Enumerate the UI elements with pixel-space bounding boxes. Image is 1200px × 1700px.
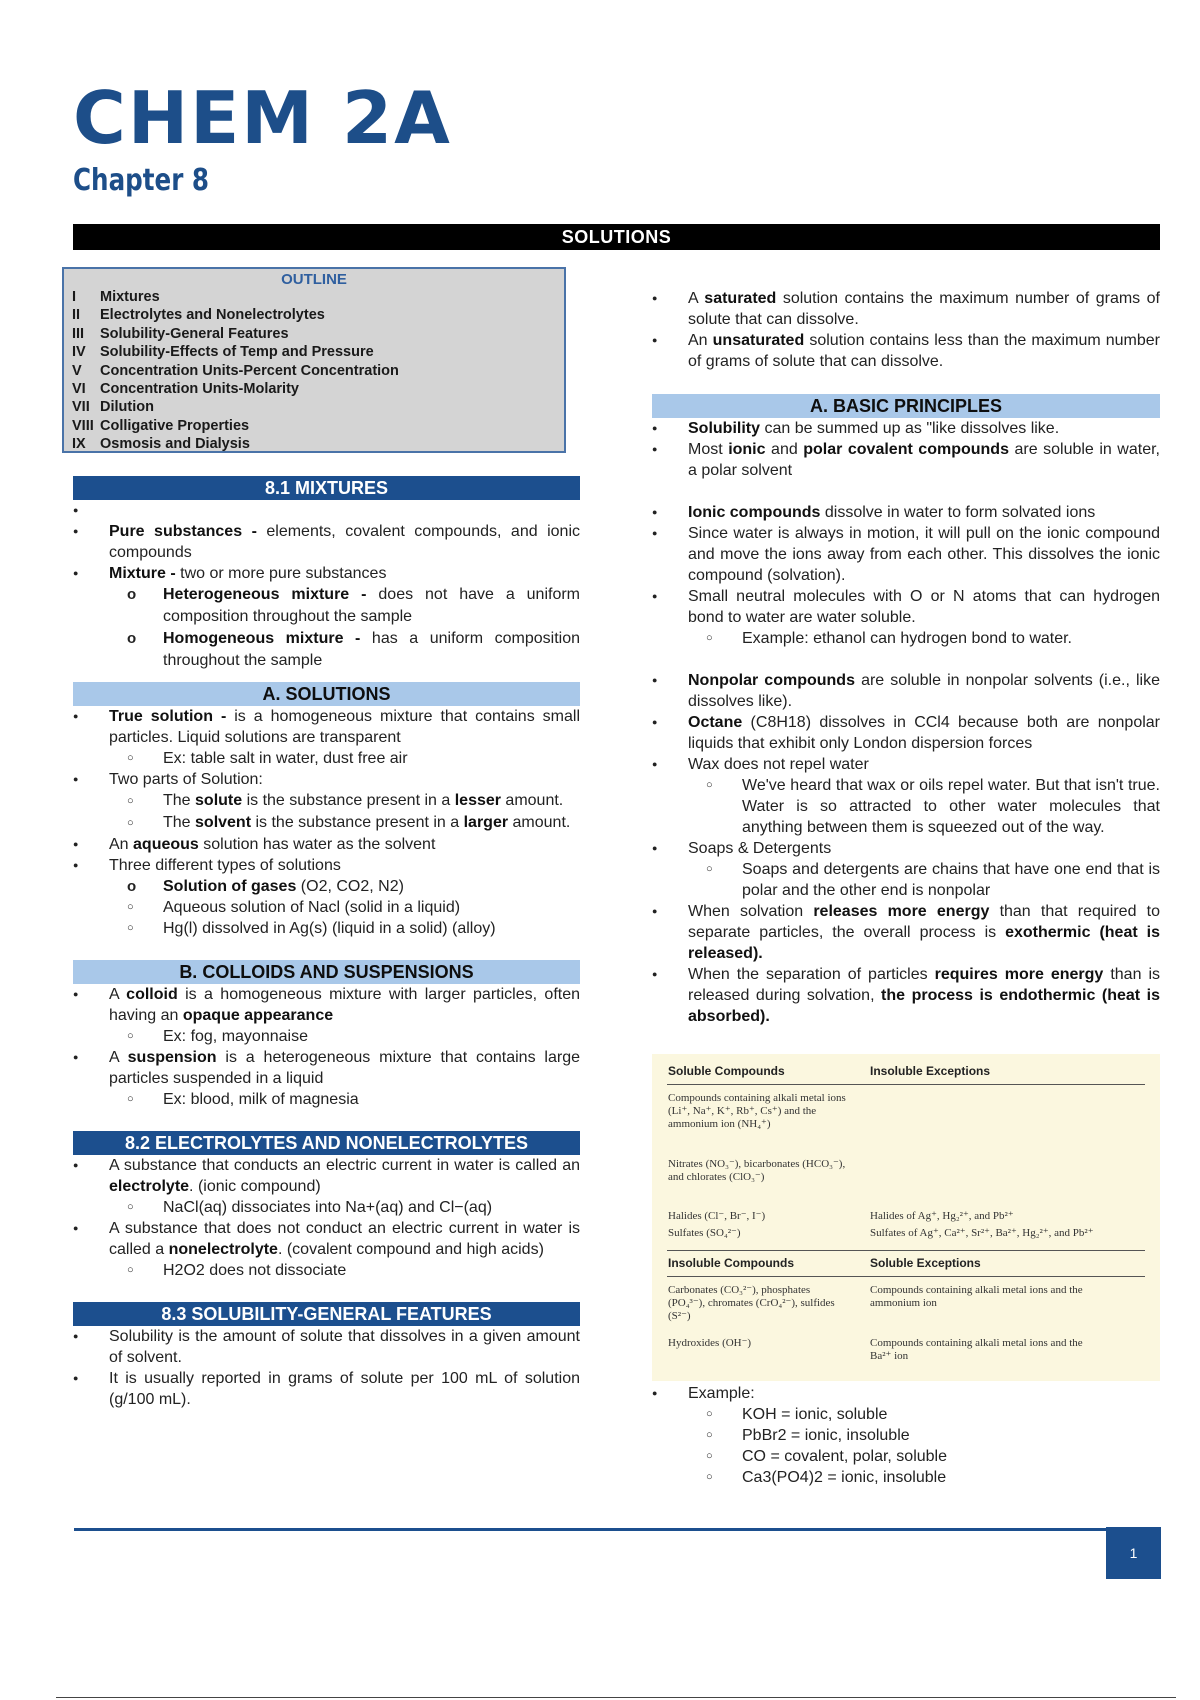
document-title: CHEM 2A (73, 76, 452, 160)
table-cell: Compounds containing alkali metal ions and the ammonium ion (870, 1284, 1083, 1309)
solubility-rules-table (652, 1054, 1160, 1381)
section-8-2-header: 8.2 ELECTROLYTES AND NONELECTROLYTES (73, 1131, 580, 1155)
solutions-banner: SOLUTIONS (73, 224, 1160, 250)
table-rule (667, 1276, 1145, 1277)
outline-item (64, 362, 564, 380)
outline-item-label: Electrolytes and Nonelectrolytes (100, 307, 325, 324)
list-item: ● Pure substances - elements, covalent compounds, and ionic compounds (73, 521, 580, 563)
outline-item-label: Colligative Properties (100, 417, 250, 434)
list-item: ● Wax does not repel water (652, 754, 1160, 775)
table-cell: Halides of Ag⁺, Hg₂²⁺, and Pb²⁺ (870, 1210, 1014, 1222)
list-item: ● Mixture - two or more pure substances (73, 563, 580, 584)
list-item: ○ The solvent is the substance present in a larger amount. (73, 812, 580, 834)
list-item: ● A suspension is a heterogeneous mixture that contains large particles suspended in a liquid (73, 1047, 580, 1089)
list-item: ○ Aqueous solution of Nacl (solid in a liquid) (73, 897, 580, 918)
right-column (652, 288, 1160, 1027)
list-item: ● A substance that does not conduct an electric current in water is called a nonelectrolyte. (covalent compound and high acids) (73, 1218, 580, 1260)
table-cell: Compounds containing alkali metal ions (Li⁺, Na⁺, K⁺, Rb⁺, Cs⁺) and the ammonium ion (NH₄⁺) (668, 1092, 846, 1130)
list-item: ○ Ex: table salt in water, dust free air (73, 748, 580, 769)
list-item: o Solution of gases (O2, CO2, N2) (73, 876, 580, 897)
outline-item-label: Solubility-Effects of Temp and Pressure (100, 344, 374, 361)
table-header: Insoluble Exceptions (870, 1064, 991, 1078)
outline-item-label: Concentration Units-Percent Concentration (100, 362, 399, 379)
table-cell: Nitrates (NO₃⁻), bicarbonates (HCO₃⁻), and chlorates (ClO₃⁻) (668, 1158, 846, 1183)
list-item: ○ Soaps and detergents are chains that have one end that is polar and the other end is nonpolar (652, 859, 1160, 901)
list-item: ○ H2O2 does not dissociate (73, 1260, 580, 1281)
list-item: o Heterogeneous mixture - does not have a uniform composition throughout the sample (73, 584, 580, 628)
examples-list (652, 1383, 1160, 1488)
list-item: ○ PbBr2 = ionic, insoluble (652, 1425, 1160, 1446)
outline-item-label: Concentration Units-Molarity (100, 381, 299, 398)
table-cell: Hydroxides (OH⁻) (668, 1337, 752, 1349)
outline-item-number: VI (72, 381, 86, 398)
list-item (73, 500, 580, 521)
outline-item-number: VIII (72, 417, 94, 434)
list-item: ● Most ionic and polar covalent compounds are soluble in water, a polar solvent (652, 439, 1160, 481)
list-item: ○ CO = covalent, polar, soluble (652, 1446, 1160, 1467)
outline-item-number: IX (72, 436, 86, 453)
outline-item-number: VII (72, 399, 90, 416)
section-b-colloids-header: B. COLLOIDS AND SUSPENSIONS (73, 960, 580, 984)
outline-item-number: V (72, 362, 82, 379)
list-item: ○ Example: ethanol can hydrogen bond to water. (652, 628, 1160, 649)
outline-item-label: Osmosis and Dialysis (100, 436, 250, 453)
list-item: ○ Ex: fog, mayonnaise (73, 1026, 580, 1047)
outline-item (64, 435, 564, 453)
table-header: Soluble Exceptions (870, 1256, 981, 1270)
list-item: ○ KOH = ionic, soluble (652, 1404, 1160, 1425)
outline-item-number: II (72, 307, 81, 324)
list-item: ● Solubility is the amount of solute that dissolves in a given amount of solvent. (73, 1326, 580, 1368)
list-item: ● Soaps & Detergents (652, 838, 1160, 859)
chapter-subtitle: Chapter 8 (73, 163, 210, 198)
list-item: ● Two parts of Solution: (73, 769, 580, 790)
outline-item (64, 398, 564, 416)
list-item: ○ We've heard that wax or oils repel water. But that isn't true. Water is so attracted to other water molecules that anything between them is squeezed out of the way. (652, 775, 1160, 838)
outline-item-number: I (72, 289, 77, 305)
section-a-solutions-header: A. SOLUTIONS (73, 682, 580, 706)
list-item: ● A saturated solution contains the maximum number of grams of solute that can dissolve. (652, 288, 1160, 330)
outline-item-label: Mixtures (100, 289, 160, 305)
section-8-3-header: 8.3 SOLUBILITY-GENERAL FEATURES (73, 1302, 580, 1326)
list-item: ○ NaCl(aq) dissociates into Na+(aq) and Cl−(aq) (73, 1197, 580, 1218)
table-cell: Compounds containing alkali metal ions and the Ba²⁺ ion (870, 1337, 1083, 1362)
list-item: ○ Hg(l) dissolved in Ag(s) (liquid in a solid) (alloy) (73, 918, 580, 939)
page-number: 1 (1106, 1527, 1161, 1579)
section-8-1-header: 8.1 MIXTURES (73, 476, 580, 500)
list-item: ● An unsaturated solution contains less than the maximum number of grams of solute that can dissolve. (652, 330, 1160, 372)
list-item: ● When solvation releases more energy than that required to separate particles, the overall process is exothermic (heat is released). (652, 901, 1160, 964)
list-item: ○ Ca3(PO4)2 = ionic, insoluble (652, 1467, 1160, 1488)
table-rule (667, 1250, 1145, 1251)
outline-heading: OUTLINE (281, 271, 347, 288)
outline-item (64, 288, 564, 306)
outline-item (64, 343, 564, 361)
list-item: ● Ionic compounds dissolve in water to form solvated ions (652, 502, 1160, 523)
outline-item (64, 380, 564, 398)
list-item: ● Example: (652, 1383, 1160, 1404)
outline-item (64, 306, 564, 324)
list-item: ● True solution - is a homogeneous mixture that contains small particles. Liquid solutions are transparent (73, 706, 580, 748)
list-item: ● A colloid is a homogeneous mixture with larger particles, often having an opaque appearance (73, 984, 580, 1026)
list-item: ● When the separation of particles requires more energy than is released during solvation, the process is endothermic (heat is absorbed). (652, 964, 1160, 1027)
left-column (73, 476, 580, 1410)
list-item: ● Three different types of solutions (73, 855, 580, 876)
list-item: ● Since water is always in motion, it will pull on the ionic compound and move the ions away from each other. This dissolves the ionic compound (solvation). (652, 523, 1160, 586)
footer-rule (74, 1528, 1161, 1531)
list-item: ● Small neutral molecules with O or N atoms that can hydrogen bond to water are water soluble. (652, 586, 1160, 628)
outline-item-label: Dilution (100, 399, 154, 416)
list-item: ○ Ex: blood, milk of magnesia (73, 1089, 580, 1110)
table-cell: Halides (Cl⁻, Br⁻, I⁻) (668, 1210, 766, 1222)
outline-box (62, 267, 566, 453)
outline-item (64, 417, 564, 435)
list-item: ● Solubility can be summed up as "like dissolves like. (652, 418, 1160, 439)
list-item: ○ The solute is the substance present in a lesser amount. (73, 790, 580, 812)
table-rule (667, 1084, 1145, 1085)
outline-item (64, 325, 564, 343)
list-item: o Homogeneous mixture - has a uniform composition throughout the sample (73, 628, 580, 672)
list-item: ● It is usually reported in grams of solute per 100 mL of solution (g/100 mL). (73, 1368, 580, 1410)
outline-item-number: III (72, 325, 85, 342)
table-cell: Sulfates (SO₄²⁻) (668, 1227, 741, 1239)
list-item: ● An aqueous solution has water as the solvent (73, 834, 580, 855)
table-cell: Carbonates (CO₃²⁻), phosphates (PO₄³⁻), chromates (CrO₄²⁻), sulfides (S²⁻) (668, 1284, 835, 1322)
list-item: ● Nonpolar compounds are soluble in nonpolar solvents (i.e., like dissolves like). (652, 670, 1160, 712)
table-header: Soluble Compounds (668, 1064, 785, 1078)
table-header: Insoluble Compounds (668, 1256, 794, 1270)
section-basic-principles-header: A. BASIC PRINCIPLES (652, 394, 1160, 418)
outline-item-label: Solubility-General Features (100, 325, 289, 342)
outline-item-number: IV (72, 344, 86, 361)
list-item: ● Octane (C8H18) dissolves in CCl4 because both are nonpolar liquids that exhibit only London dispersion forces (652, 712, 1160, 754)
table-cell: Sulfates of Ag⁺, Ca²⁺, Sr²⁺, Ba²⁺, Hg₂²⁺, and Pb²⁺ (870, 1227, 1094, 1239)
list-item: ● A substance that conducts an electric current in water is called an electrolyte. (ionic compound) (73, 1155, 580, 1197)
page-bottom-rule (56, 1697, 1176, 1698)
